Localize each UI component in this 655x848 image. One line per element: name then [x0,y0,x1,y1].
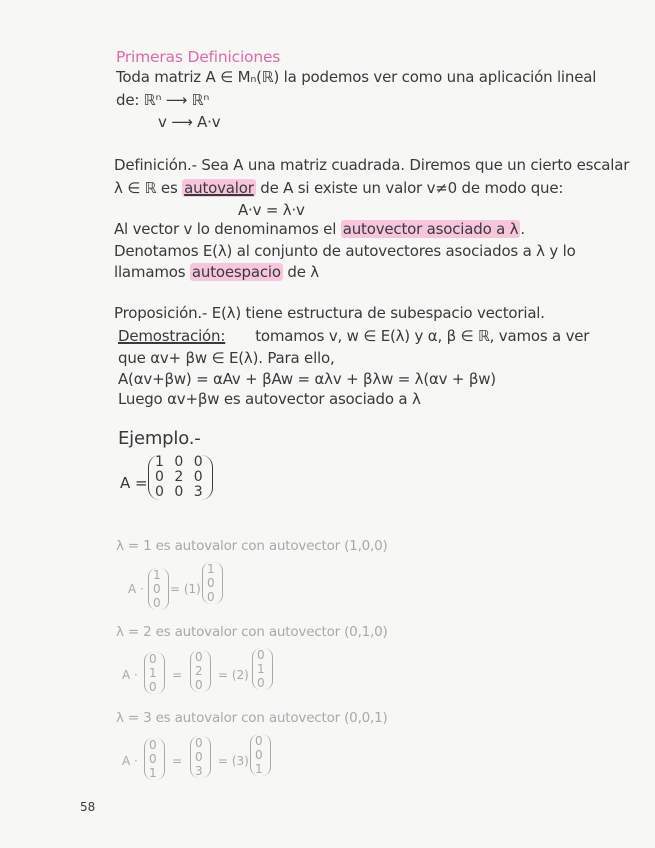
proposition-line-4: A(αv+βw) = αAv + βAw = αλv + βλw = λ(αv + βw) [118,370,496,388]
proposition-line-2 [118,327,589,345]
case-3-rvec-1: 0 [255,734,266,748]
case-1-rvec-3: 0 [207,590,218,604]
intro-line-3: v ⟶ A·v [158,113,221,131]
case-3-vec-1: 0 [149,738,160,752]
case-2-vector [144,652,165,694]
matrix-A-row-1: 1 0 0 [155,454,206,470]
case-1-text: λ = 1 es autovalor con autovector (1,0,0) [116,538,388,554]
highlight-autovector: autovector asociado a λ [342,220,519,238]
definition-line-6-pre: llamamos [114,263,190,281]
case-1-vec-1: 1 [153,568,164,582]
definition-line-4-pre: Al vector v lo denominamos el [114,220,341,238]
case-2-result-vector [252,648,273,690]
case-2-mvec-3: 0 [195,678,206,692]
definition-line-4-post: . [520,220,525,238]
definition-line-6-post: de λ [282,263,319,281]
matrix-A [148,455,213,500]
proposition-line-1: Proposición.- E(λ) tiene estructura de subespacio vectorial. [114,304,545,322]
case-3-text: λ = 3 es autovalor con autovector (0,0,1) [116,710,388,726]
intro-line-2: de: ℝⁿ ⟶ ℝⁿ [116,91,210,109]
case-2-vec-2: 1 [149,666,160,680]
case-3-result-vector [250,734,271,776]
case-3-vec-2: 0 [149,752,160,766]
case-3-eq: = (3) [218,754,249,768]
matrix-A-row-3: 0 0 3 [155,484,206,500]
definition-line-2-post: de A si existe un valor v≠0 de modo que: [255,179,564,197]
proposition-line-2-text: tomamos v, w ∈ E(λ) y α, β ∈ ℝ, vamos a ver [255,327,590,345]
highlight-autovalor: autovalor [184,179,254,197]
page-number: 58 [80,800,96,814]
case-3-rvec-3: 1 [255,762,266,776]
intro-line-1: Toda matriz A ∈ Mₙ(ℝ) la podemos ver como una aplicación lineal [116,68,597,86]
matrix-A-label: A = [120,474,148,492]
definition-line-2 [114,179,563,197]
case-1-rvec-2: 0 [207,576,218,590]
case-1-rvec-1: 1 [207,562,218,576]
case-3-lhs: A · [122,754,138,768]
case-3-mvec-1: 0 [195,736,206,750]
case-2-vec-1: 0 [149,652,160,666]
section-title: Primeras Definiciones [116,48,281,66]
proposition-line-5: Luego αv+βw es autovector asociado a λ [118,390,421,408]
example-heading: Ejemplo.- [118,428,201,449]
case-2-eq: = (2) [218,668,249,682]
case-2-mvec-2: 2 [195,664,206,678]
case-3-mvec-2: 0 [195,750,206,764]
definition-line-1: Definición.- Sea A una matriz cuadrada. Diremos que un cierto escalar [114,156,630,174]
definition-line-4 [114,220,525,238]
case-1-lhs: A · [128,582,144,596]
highlight-autoespacio: autoespacio [191,263,281,281]
definition-line-2-pre: λ ∈ ℝ es [114,179,183,197]
case-3-vector [144,738,165,780]
case-1-vec-2: 0 [153,582,164,596]
matrix-A-row-2: 0 2 0 [155,469,206,485]
definition-line-6 [114,263,319,281]
case-1-result-vector [202,562,223,604]
case-3-rvec-2: 0 [255,748,266,762]
case-1-vector [148,568,169,610]
case-2-vec-3: 0 [149,680,160,694]
case-3-mid: = [172,754,183,768]
demonstration-label: Demostración: [118,327,226,345]
case-1-eq: = (1) [170,582,201,596]
case-2-lhs: A · [122,668,138,682]
case-2-text: λ = 2 es autovalor con autovector (0,1,0) [116,624,388,640]
case-2-mid-vector [190,650,211,692]
case-1-vec-3: 0 [153,596,164,610]
case-2-rvec-2: 1 [257,662,268,676]
case-2-mvec-1: 0 [195,650,206,664]
case-3-mvec-3: 3 [195,764,206,778]
case-2-mid: = [172,668,183,682]
eigen-equation: A·v = λ·v [238,201,305,219]
case-3-mid-vector [190,736,211,778]
case-2-rvec-3: 0 [257,676,268,690]
case-2-rvec-1: 0 [257,648,268,662]
proposition-line-3: que αv+ βw ∈ E(λ). Para ello, [118,349,335,367]
case-3-vec-3: 1 [149,766,160,780]
definition-line-5: Denotamos E(λ) al conjunto de autovectores asociados a λ y lo [114,242,576,260]
